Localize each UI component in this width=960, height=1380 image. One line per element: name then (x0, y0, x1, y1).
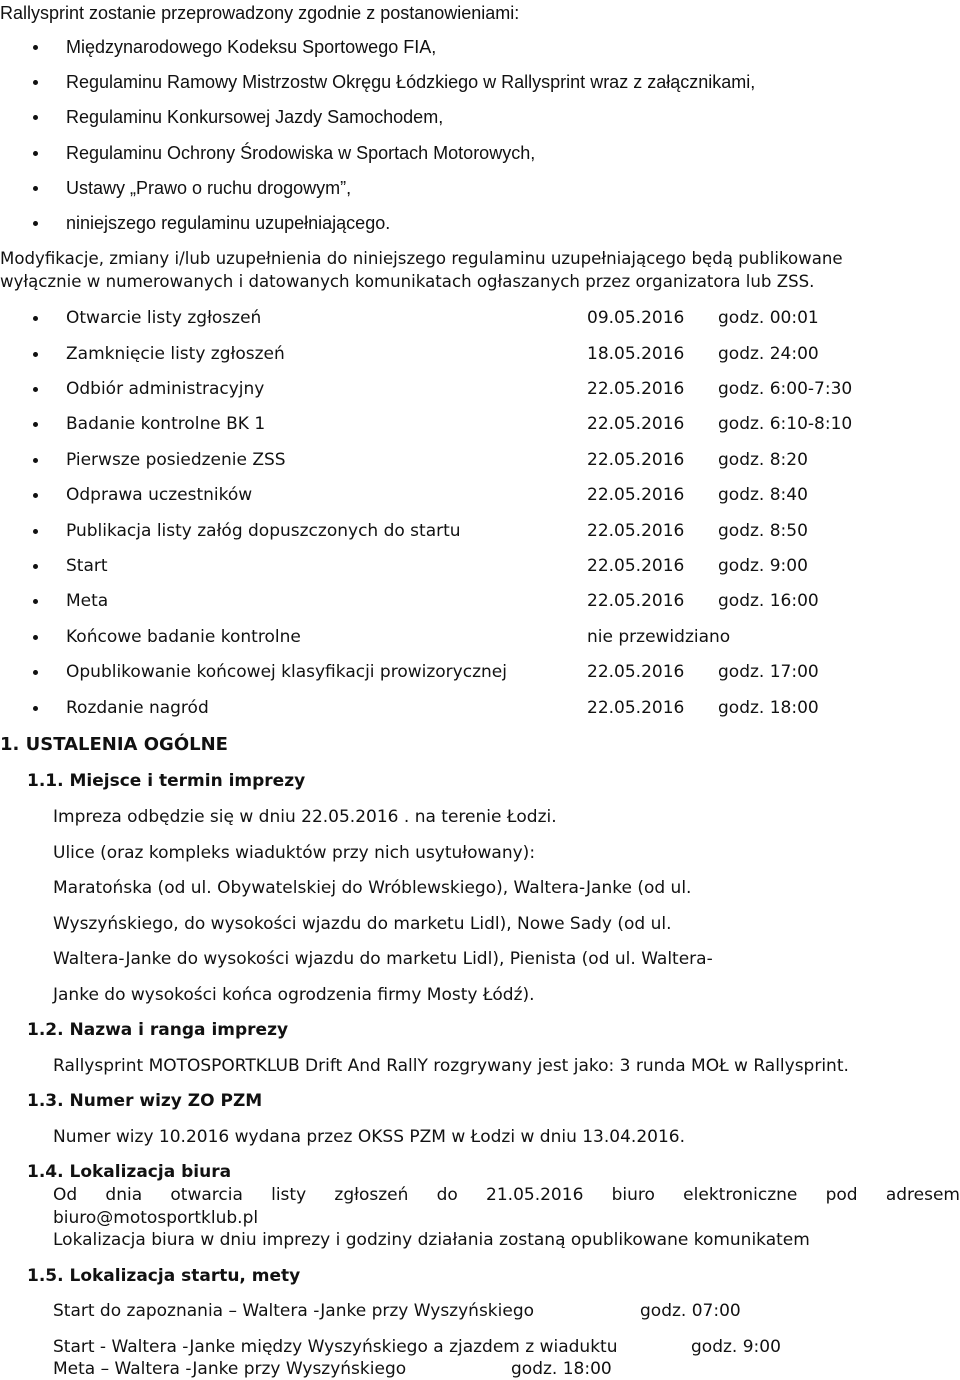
schedule-date: 22.05.2016 (587, 556, 685, 576)
schedule-date: 22.05.2016 (587, 521, 685, 541)
schedule-time: godz. 6:00-7:30 (718, 379, 853, 399)
schedule-time: godz. 24:00 (718, 344, 819, 364)
schedule-date: 22.05.2016 (587, 414, 685, 434)
schedule-time: godz. 16:00 (718, 591, 819, 611)
paragraph-line: Impreza odbędzie się w dniu 22.05.2016 . na terenie Łodzi. (53, 807, 557, 827)
paragraph-line: Waltera-Janke do wysokości wjazdu do marketu Lidl), Pienista (od ul. Waltera- (53, 949, 713, 969)
paragraph-line: Od dnia otwarcia listy zgłoszeń do 21.05.2016 biuro elektroniczne pod adresem (53, 1185, 960, 1205)
schedule-time: godz. 17:00 (718, 662, 819, 682)
paragraph-line: Maratońska (od ul. Obywatelskiej do Wróblewskiego), Waltera-Janke (od ul. (53, 878, 692, 898)
list-item: Regulaminu Ramowy Mistrzostw Okręgu Łódzkiego w Rallysprint wraz z załącznikami, (66, 72, 756, 92)
schedule-date: 22.05.2016 (587, 591, 685, 611)
location-time: godz. 18:00 (511, 1359, 612, 1379)
schedule-event: Otwarcie listy zgłoszeń (66, 308, 262, 328)
schedule-date: 22.05.2016 (587, 662, 685, 682)
paragraph-line: Lokalizacja biura w dniu imprezy i godziny działania zostaną opublikowane komunikatem (53, 1230, 810, 1250)
schedule-event: Odbiór administracyjny (66, 379, 265, 399)
location-place: Start do zapoznania – Waltera -Janke przy Wyszyńskiego (53, 1301, 535, 1321)
schedule-event: Opublikowanie końcowej klasyfikacji prowizorycznej (66, 662, 507, 682)
paragraph-line: Wyszyńskiego, do wysokości wjazdu do marketu Lidl), Nowe Sady (od ul. (53, 914, 672, 934)
schedule-time: godz. 8:40 (718, 485, 808, 505)
list-item: Międzynarodowego Kodeksu Sportowego FIA, (66, 37, 437, 57)
schedule-event: Badanie kontrolne BK 1 (66, 414, 266, 434)
subsection-heading: 1.4. Lokalizacja biura (27, 1162, 232, 1182)
modifications-line: wyłącznie w numerowanych i datowanych komunikatach ogłaszanych przez organizatora lub ZSS. (0, 272, 815, 291)
paragraph-line: Rallysprint MOTOSPORTKLUB Drift And RallY rozgrywany jest jako: 3 runda MOŁ w Rallysprint. (53, 1056, 849, 1076)
list-item: niniejszego regulaminu uzupełniającego. (66, 213, 391, 233)
section-heading: 1. USTALENIA OGÓLNE (0, 734, 228, 755)
paragraph-line: Ulice (oraz kompleks wiaduktów przy nich usytułowany): (53, 843, 536, 863)
schedule-time: godz. 8:20 (718, 450, 808, 470)
list-item: Regulaminu Ochrony Środowiska w Sportach Motorowych, (66, 143, 536, 163)
location-place: Meta – Waltera -Janke przy Wyszyńskiego (53, 1359, 407, 1379)
location-place: Start - Waltera -Janke między Wyszyńskiego a zjazdem z wiaduktu (53, 1337, 618, 1357)
paragraph-line: Janke do wysokości końca ogrodzenia firmy Mosty Łódź). (53, 985, 535, 1005)
schedule-time: godz. 18:00 (718, 698, 819, 718)
subsection-heading: 1.1. Miejsce i termin imprezy (27, 771, 306, 791)
schedule-event: Rozdanie nagród (66, 698, 209, 718)
schedule-event: Pierwsze posiedzenie ZSS (66, 450, 286, 470)
location-time: godz. 9:00 (691, 1337, 781, 1357)
schedule-date: 22.05.2016 (587, 698, 685, 718)
schedule-event: Meta (66, 591, 109, 611)
subsection-heading: 1.3. Numer wizy ZO PZM (27, 1091, 263, 1111)
schedule-event: Końcowe badanie kontrolne (66, 627, 301, 647)
schedule-event: Zamknięcie listy zgłoszeń (66, 344, 285, 364)
subsection-heading: 1.2. Nazwa i ranga imprezy (27, 1020, 289, 1040)
list-item: Regulaminu Konkursowej Jazdy Samochodem, (66, 107, 444, 127)
schedule-date: 18.05.2016 (587, 344, 685, 364)
schedule-time: godz. 00:01 (718, 308, 819, 328)
modifications-line: Modyfikacje, zmiany i/lub uzupełnienia do niniejszego regulaminu uzupełniającego będą publikowane (0, 249, 843, 268)
schedule-time: godz. 8:50 (718, 521, 808, 541)
schedule-date: 09.05.2016 (587, 308, 685, 328)
schedule-event: Publikacja listy załóg dopuszczonych do startu (66, 521, 461, 541)
schedule-date: 22.05.2016 (587, 450, 685, 470)
paragraph-line: Numer wizy 10.2016 wydana przez OKSS PZM w Łodzi w dniu 13.04.2016. (53, 1127, 685, 1147)
email-address: biuro@motosportklub.pl (53, 1208, 259, 1228)
schedule-time: godz. 9:00 (718, 556, 808, 576)
schedule-date: 22.05.2016 (587, 485, 685, 505)
list-item: Ustawy „Prawo o ruchu drogowym”, (66, 178, 352, 198)
schedule-time: godz. 6:10-8:10 (718, 414, 853, 434)
subsection-heading: 1.5. Lokalizacja startu, mety (27, 1266, 301, 1286)
location-time: godz. 07:00 (640, 1301, 741, 1321)
schedule-date: nie przewidziano (587, 627, 731, 647)
schedule-date: 22.05.2016 (587, 379, 685, 399)
schedule-event: Odprawa uczestników (66, 485, 253, 505)
intro-text: Rallysprint zostanie przeprowadzony zgodnie z postanowieniami: (0, 3, 520, 23)
schedule-event: Start (66, 556, 108, 576)
